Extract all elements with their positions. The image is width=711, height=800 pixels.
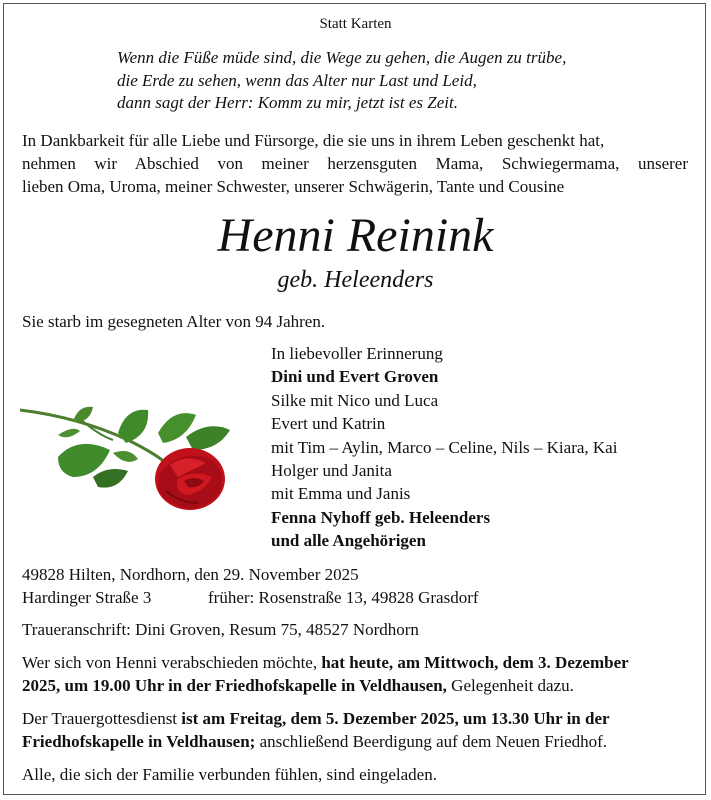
farewell-text: Wer sich von Henni verabschieden möchte, <box>22 653 322 672</box>
service-line <box>22 730 607 753</box>
farewell-bold: hat heute, am Mittwoch, dem 3. Dezember <box>321 653 629 672</box>
poem-line: Wenn die Füße müde sind, die Wege zu gehen, die Augen zu trübe, <box>117 48 567 67</box>
mourner-line: und alle Angehörigen <box>271 531 426 550</box>
mourners-intro: In liebevoller Erinnerung <box>271 344 443 363</box>
service-bold: ist am Freitag, dem 5. Dezember 2025, um 13.30 Uhr in der <box>181 709 610 728</box>
poem-line: die Erde zu sehen, wenn das Alter nur Last und Leid, <box>117 71 477 90</box>
service-text: anschließend Beerdigung auf dem Neuen Friedhof. <box>255 732 608 751</box>
mourner-line: Silke mit Nico und Luca <box>271 391 439 410</box>
intro-line: In Dankbarkeit für alle Liebe und Fürsorge, die sie uns in ihrem Leben geschenkt hat, <box>22 131 605 150</box>
poem-line: dann sagt der Herr: Komm zu mir, jetzt ist es Zeit. <box>117 93 458 112</box>
birth-name: geb. Heleenders <box>277 267 434 293</box>
mourner-line: Dini und Evert Groven <box>271 367 439 386</box>
former-address: früher: Rosenstraße 13, 49828 Grasdorf <box>208 588 479 607</box>
mourner-line: Fenna Nyhoff geb. Heleenders <box>271 508 491 527</box>
street-address: Hardinger Straße 3 <box>22 588 152 607</box>
intro-line: lieben Oma, Uroma, meiner Schwester, unserer Schwägerin, Tante und Cousine <box>22 177 565 196</box>
mourner-line: mit Tim – Aylin, Marco – Celine, Nils – Kiara, Kai <box>271 438 618 457</box>
closing-line: Alle, die sich der Familie verbunden fühlen, sind eingeladen. <box>22 765 437 784</box>
farewell-line <box>22 674 574 697</box>
intro-line: nehmen wir Abschied von meiner herzensguten Mama, Schwiegermama, unserer <box>22 154 688 173</box>
rose-image <box>18 395 238 515</box>
farewell-bold: 2025, um 19.00 Uhr in der Friedhofskapelle in Veldhausen, <box>22 676 447 695</box>
service-bold: Friedhofskapelle in Veldhausen; <box>22 732 256 751</box>
service-line <box>22 707 610 730</box>
mourning-address: Traueranschrift: Dini Groven, Resum 75, 48527 Nordhorn <box>22 620 419 639</box>
age-line: Sie starb im gesegneten Alter von 94 Jahren. <box>22 312 326 331</box>
service-text: Der Trauergottesdienst <box>22 709 182 728</box>
mourner-line: Evert und Katrin <box>271 414 386 433</box>
deceased-name: Henni Reinink <box>217 209 494 262</box>
header-statt-karten: Statt Karten <box>319 16 392 32</box>
mourner-line: Holger und Janita <box>271 461 392 480</box>
mourner-line: mit Emma und Janis <box>271 484 411 503</box>
farewell-text: Gelegenheit dazu. <box>446 676 574 695</box>
farewell-line <box>22 651 629 674</box>
place-date: 49828 Hilten, Nordhorn, den 29. November 2025 <box>22 565 359 584</box>
